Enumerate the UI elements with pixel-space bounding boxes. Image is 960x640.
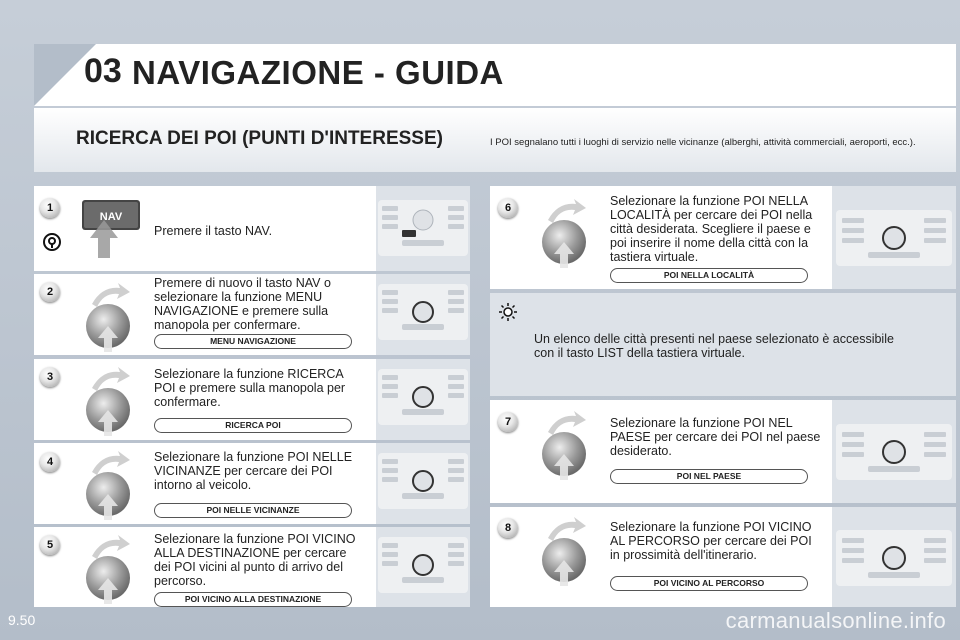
step-text-4: Selezionare la funzione POI NELLE VICINANZE per cercare dei POI intorno al veicolo. — [154, 450, 353, 492]
rotary-knob-icon — [84, 280, 134, 357]
menu-label-pill-4: POI NELLE VICINANZE — [154, 503, 352, 518]
step-badge-5: 5 — [40, 535, 60, 555]
menu-label-pill-8: POI VICINO AL PERCORSO — [610, 576, 808, 591]
step-badge-2: 2 — [40, 282, 60, 302]
step-text-2: Premere di nuovo il tasto NAV o selezionare la funzione MENU NAVIGAZIONE e premere sulla manopola per confermare. — [154, 276, 331, 332]
rotary-knob-icon — [84, 448, 134, 525]
rotary-knob-icon — [540, 408, 590, 485]
step-text-3: Selezionare la funzione RICERCA POI e premere sulla manopola per confermare. — [154, 367, 346, 409]
step-badge-6: 6 — [498, 198, 518, 218]
step-text-7: Selezionare la funzione POI NEL PAESE per cercare dei POI nel paese desiderato. — [610, 416, 821, 458]
page-title: NAVIGAZIONE - GUIDA — [132, 54, 504, 91]
chapter-number: 03 — [84, 52, 122, 90]
rotary-knob-icon — [84, 532, 134, 609]
step-badge-3: 3 — [40, 367, 60, 387]
menu-label-pill-3: RICERCA POI — [154, 418, 352, 433]
radio-panel-illustration — [378, 369, 468, 425]
step-text-5: Selezionare la funzione POI VICINO ALLA DESTINAZIONE per cercare dei POI vicini al punto di arrivo del percorso. — [154, 532, 356, 588]
radio-panel-illustration — [836, 530, 952, 586]
step-text-8: Selezionare la funzione POI VICINO AL PERCORSO per cercare dei POI in prossimità dell'itinerario. — [610, 520, 812, 562]
rotary-knob-icon — [540, 196, 590, 273]
menu-label-pill-5: POI VICINO ALLA DESTINAZIONE — [154, 592, 352, 607]
step-text-6: Selezionare la funzione POI NELLA LOCALITÀ per cercare dei POI nella città desiderata. Scegliere il paese e poi inserire il nome della città con la tastiera virtuale. — [610, 194, 813, 264]
page-number: 9.50 — [8, 612, 36, 628]
tip-sun-icon — [498, 302, 518, 322]
menu-label-pill-6: POI NELLA LOCALITÀ — [610, 268, 808, 283]
rotary-knob-icon — [540, 514, 590, 591]
step-badge-4: 4 — [40, 452, 60, 472]
menu-label-pill-7: POI NEL PAESE — [610, 469, 808, 484]
nav-button-label: NAV — [99, 211, 123, 223]
step-badge-8: 8 — [498, 518, 518, 538]
radio-panel-illustration — [378, 537, 468, 593]
radio-panel-illustration — [836, 210, 952, 266]
section-intro: I POI segnalano tutti i luoghi di servizio nelle vicinanze (alberghi, attività commerciali, aeroporti, ecc.). — [490, 137, 916, 148]
rotary-knob-icon — [84, 364, 134, 441]
nav-button-icon — [80, 198, 144, 258]
step-badge-7: 7 — [498, 412, 518, 432]
step-badge-1: 1 — [40, 198, 60, 218]
radio-panel-illustration — [378, 284, 468, 340]
section-title: RICERCA DEI POI (PUNTI D'INTERESSE) — [76, 128, 443, 149]
radio-panel-illustration — [836, 424, 952, 480]
radio-panel-illustration — [378, 453, 468, 509]
tip-text: Un elenco delle città presenti nel paese selezionato è accessibile con il tasto LIST della tastiera virtuale. — [534, 332, 894, 360]
navigation-target-icon — [42, 232, 62, 252]
radio-panel-illustration — [378, 200, 468, 256]
menu-label-pill-2: MENU NAVIGAZIONE — [154, 334, 352, 349]
step-text-1: Premere il tasto NAV. — [154, 224, 273, 238]
watermark: carmanualsonline.info — [725, 608, 946, 633]
